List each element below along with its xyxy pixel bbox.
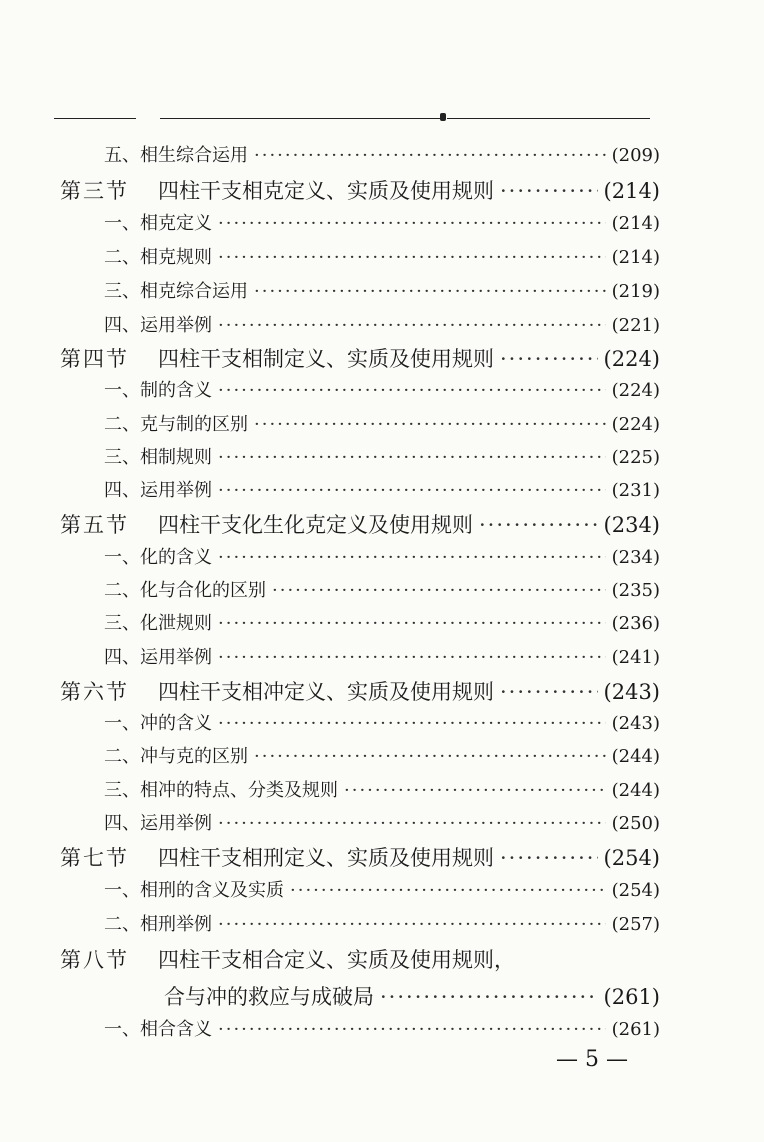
leader-dots bbox=[272, 580, 606, 601]
toc-entry-title: 四、运用举例 bbox=[104, 480, 212, 501]
toc-page-ref: (244) bbox=[611, 780, 660, 801]
toc-entry-title: 三、相制规则 bbox=[104, 447, 212, 468]
toc-entry-row bbox=[104, 809, 660, 835]
toc-entry-title: 一、化的含义 bbox=[104, 547, 212, 568]
leader-dots bbox=[380, 985, 598, 1009]
toc-entry-row bbox=[104, 476, 660, 502]
toc-entry-row bbox=[104, 410, 660, 436]
toc-section-row bbox=[60, 842, 660, 872]
toc-section-title bbox=[60, 944, 515, 974]
leader-dots bbox=[218, 213, 606, 234]
header-rule bbox=[447, 118, 650, 119]
leader-dots bbox=[479, 513, 598, 537]
toc-page-ref: (261) bbox=[603, 985, 660, 1009]
toc-section-row bbox=[60, 509, 660, 539]
toc-page-ref: (241) bbox=[611, 647, 660, 668]
toc-section-row bbox=[60, 944, 660, 974]
section-number: 第三节 bbox=[60, 179, 129, 203]
section-number: 第七节 bbox=[60, 846, 129, 870]
toc-section-title bbox=[60, 175, 494, 205]
toc-entry-title: 五、相生综合运用 bbox=[104, 145, 248, 166]
leader-dots bbox=[218, 315, 606, 336]
leader-dots bbox=[218, 380, 606, 401]
toc-entry-row bbox=[104, 376, 660, 402]
toc-entry-row bbox=[104, 709, 660, 735]
toc-entry-row bbox=[104, 776, 660, 802]
section-number: 第五节 bbox=[60, 513, 129, 537]
toc-section-row bbox=[60, 676, 660, 706]
toc-page-ref: (224) bbox=[611, 414, 660, 435]
toc-page-ref: (224) bbox=[611, 380, 660, 401]
toc-section-row bbox=[60, 343, 660, 373]
toc-page-ref: (214) bbox=[603, 179, 660, 203]
toc-entry-row bbox=[104, 543, 660, 569]
toc-entry-row bbox=[104, 443, 660, 469]
leader-dots bbox=[500, 179, 598, 203]
page-number: — 5 — bbox=[556, 1047, 628, 1072]
leader-dots bbox=[218, 480, 606, 501]
leader-dots bbox=[218, 447, 606, 468]
toc-page-ref: (257) bbox=[611, 914, 660, 935]
toc-section-title bbox=[60, 676, 494, 706]
toc-entry-title: 四、运用举例 bbox=[104, 315, 212, 336]
toc-page-ref: (254) bbox=[611, 880, 660, 901]
toc-entry-row bbox=[104, 643, 660, 669]
section-number: 第八节 bbox=[60, 948, 129, 972]
toc-entry-row bbox=[164, 981, 660, 1011]
toc-page-ref: (235) bbox=[611, 580, 660, 601]
toc-page-ref: (231) bbox=[611, 480, 660, 501]
leader-dots bbox=[500, 846, 598, 870]
toc-entry-title: 二、克与制的区别 bbox=[104, 414, 248, 435]
toc-entry-title: 二、化与合化的区别 bbox=[104, 580, 266, 601]
toc-page-ref: (243) bbox=[611, 713, 660, 734]
leader-dots bbox=[218, 613, 606, 634]
leader-dots bbox=[500, 680, 598, 704]
toc-page-ref: (236) bbox=[611, 613, 660, 634]
toc-section-row bbox=[60, 175, 660, 205]
header-ornament bbox=[440, 113, 446, 121]
toc-entry-title: 三、化泄规则 bbox=[104, 613, 212, 634]
toc-entry-title: 二、冲与克的区别 bbox=[104, 746, 248, 767]
toc-entry-row bbox=[104, 742, 660, 768]
toc-page-ref: (225) bbox=[611, 447, 660, 468]
toc-entry-title: 合与冲的救应与成破局 bbox=[164, 985, 374, 1009]
leader-dots bbox=[218, 813, 606, 834]
toc-page-ref: (224) bbox=[603, 347, 660, 371]
leader-dots bbox=[254, 746, 606, 767]
toc-page-ref: (254) bbox=[603, 846, 660, 870]
leader-dots bbox=[254, 145, 606, 166]
toc-page-ref: (209) bbox=[611, 145, 660, 166]
toc-entry-title: 三、相克综合运用 bbox=[104, 281, 248, 302]
leader-dots bbox=[344, 780, 606, 801]
leader-dots bbox=[218, 647, 606, 668]
toc-entry-row bbox=[104, 910, 660, 936]
section-title-text: 四柱干支化生化克定义及使用规则 bbox=[158, 513, 473, 537]
toc-entry-row bbox=[104, 141, 660, 167]
toc-entry-row bbox=[104, 876, 660, 902]
leader-dots bbox=[218, 1019, 606, 1040]
toc-entry-title: 一、冲的含义 bbox=[104, 713, 212, 734]
toc-page-ref: (261) bbox=[611, 1019, 660, 1040]
leader-dots bbox=[500, 347, 598, 371]
toc-entry-title: 一、相合含义 bbox=[104, 1019, 212, 1040]
toc-page-ref: (234) bbox=[603, 513, 660, 537]
toc-page-ref: (214) bbox=[611, 247, 660, 268]
toc-page-ref: (214) bbox=[611, 213, 660, 234]
toc-entry-title: 二、相刑举例 bbox=[104, 914, 212, 935]
toc-entry-title: 二、相克规则 bbox=[104, 247, 212, 268]
leader-dots bbox=[218, 247, 606, 268]
section-title-text: 四柱干支相合定义、实质及使用规则， bbox=[158, 948, 515, 972]
toc-entry-title: 一、制的含义 bbox=[104, 380, 212, 401]
toc-page-ref: (219) bbox=[611, 281, 660, 302]
leader-dots bbox=[254, 414, 606, 435]
toc-page-ref: (250) bbox=[611, 813, 660, 834]
toc-entry-title: 三、相冲的特点、分类及规则 bbox=[104, 780, 338, 801]
toc-page-ref: (234) bbox=[611, 547, 660, 568]
leader-dots bbox=[290, 880, 606, 901]
section-number: 第四节 bbox=[60, 347, 129, 371]
toc-entry-title: 一、相刑的含义及实质 bbox=[104, 880, 284, 901]
toc-entry-row bbox=[104, 243, 660, 269]
toc-section-title bbox=[60, 343, 494, 373]
toc-page-ref: (244) bbox=[611, 746, 660, 767]
toc-page-ref: (243) bbox=[603, 680, 660, 704]
header-rule bbox=[54, 118, 136, 119]
toc-entry-title: 四、运用举例 bbox=[104, 647, 212, 668]
section-title-text: 四柱干支相冲定义、实质及使用规则 bbox=[158, 680, 494, 704]
section-title-text: 四柱干支相制定义、实质及使用规则 bbox=[158, 347, 494, 371]
toc-section-title bbox=[60, 842, 494, 872]
toc-entry-row bbox=[104, 277, 660, 303]
leader-dots bbox=[218, 547, 606, 568]
toc-page-ref: (221) bbox=[611, 315, 660, 336]
toc-entry-row bbox=[104, 576, 660, 602]
leader-dots bbox=[218, 914, 606, 935]
toc-section-title bbox=[60, 509, 473, 539]
toc-entry-row bbox=[104, 209, 660, 235]
section-title-text: 四柱干支相克定义、实质及使用规则 bbox=[158, 179, 494, 203]
toc-entry-row bbox=[104, 1015, 660, 1041]
toc-entry-row bbox=[104, 609, 660, 635]
header-rule bbox=[160, 118, 443, 119]
toc-entry-title: 四、运用举例 bbox=[104, 813, 212, 834]
toc-entry-row bbox=[104, 311, 660, 337]
section-title-text: 四柱干支相刑定义、实质及使用规则 bbox=[158, 846, 494, 870]
section-number: 第六节 bbox=[60, 680, 129, 704]
leader-dots bbox=[218, 713, 606, 734]
leader-dots bbox=[254, 281, 606, 302]
toc-entry-title: 一、相克定义 bbox=[104, 213, 212, 234]
